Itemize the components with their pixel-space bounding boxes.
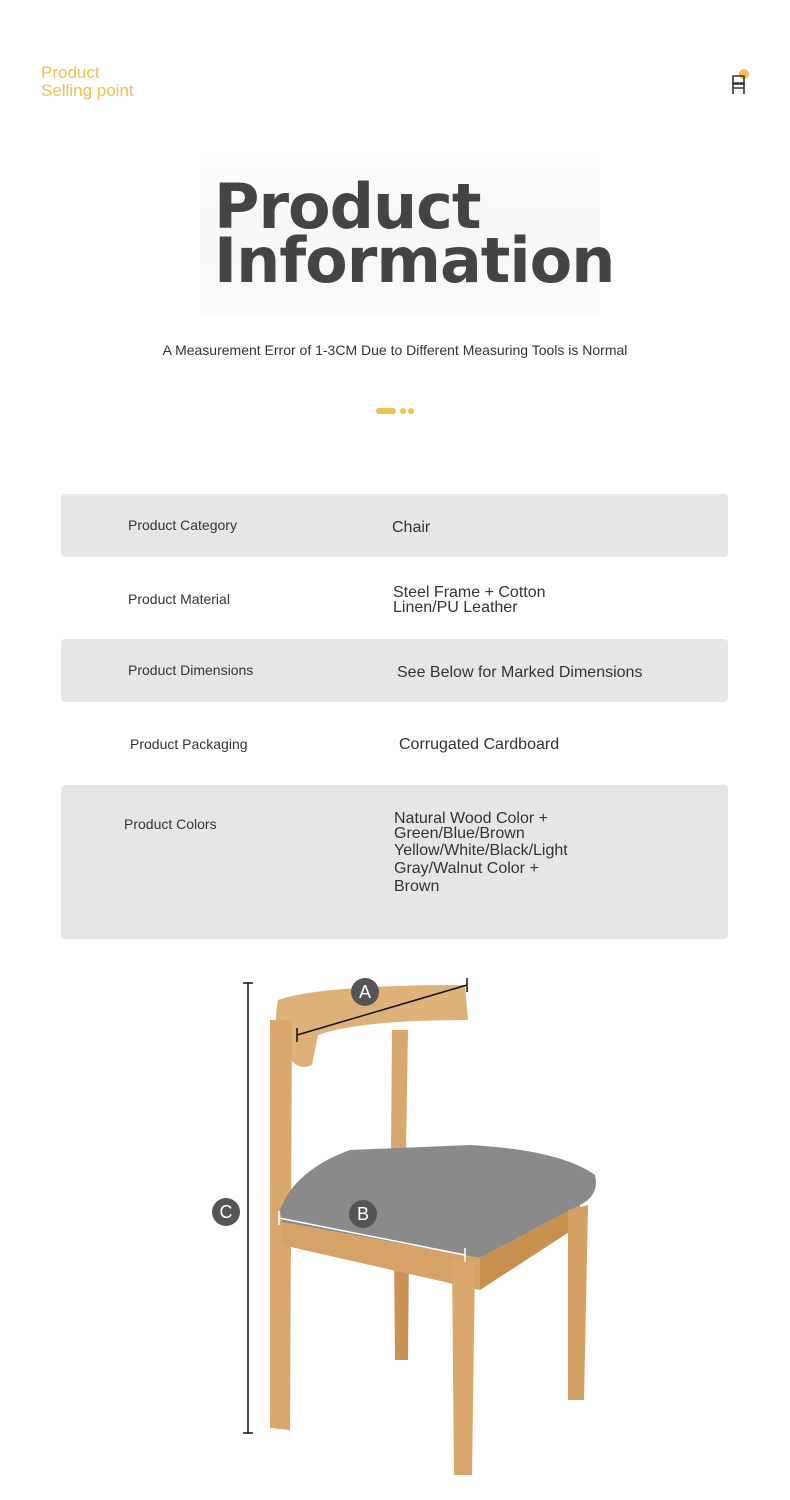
spec-label: Product Material xyxy=(128,591,230,607)
spec-row-packaging xyxy=(61,712,728,775)
spec-row-colors xyxy=(61,785,728,939)
title-line-1: Product xyxy=(214,170,481,243)
brand-line-2: Selling point xyxy=(41,81,134,100)
spec-label: Product Colors xyxy=(124,816,217,832)
dimension-marker-b: B xyxy=(349,1200,377,1228)
spec-value: Corrugated Cardboard xyxy=(399,736,560,753)
chair-icon[interactable] xyxy=(728,67,752,97)
title-line-2: Information xyxy=(214,224,615,297)
dot-active[interactable] xyxy=(376,408,396,414)
spec-row-material xyxy=(61,567,728,629)
dimension-marker-a: A xyxy=(351,978,379,1006)
page-title xyxy=(214,170,615,297)
spec-value: Chair xyxy=(392,519,431,536)
spec-label: Product Packaging xyxy=(130,736,248,752)
spec-value: Natural Wood Color + Green/Blue/Brown Yellow/White/Black/Light Gray/Walnut Color + Brown xyxy=(394,810,568,895)
dot[interactable] xyxy=(400,408,406,414)
brand-line-1: Product xyxy=(41,63,100,82)
spec-row-category xyxy=(61,494,728,557)
spec-label: Product Category xyxy=(128,517,237,533)
spec-value: Steel Frame + Cotton Linen/PU Leather xyxy=(393,584,546,616)
spec-value: See Below for Marked Dimensions xyxy=(397,664,643,681)
dot[interactable] xyxy=(408,408,414,414)
spec-label: Product Dimensions xyxy=(128,662,254,678)
chair-image xyxy=(0,960,790,1490)
brand-logo[interactable] xyxy=(41,64,134,100)
spec-row-dimensions xyxy=(61,639,728,702)
dimension-marker-c: C xyxy=(212,1198,240,1226)
measurement-note: A Measurement Error of 1-3CM Due to Different Measuring Tools is Normal xyxy=(162,342,628,358)
